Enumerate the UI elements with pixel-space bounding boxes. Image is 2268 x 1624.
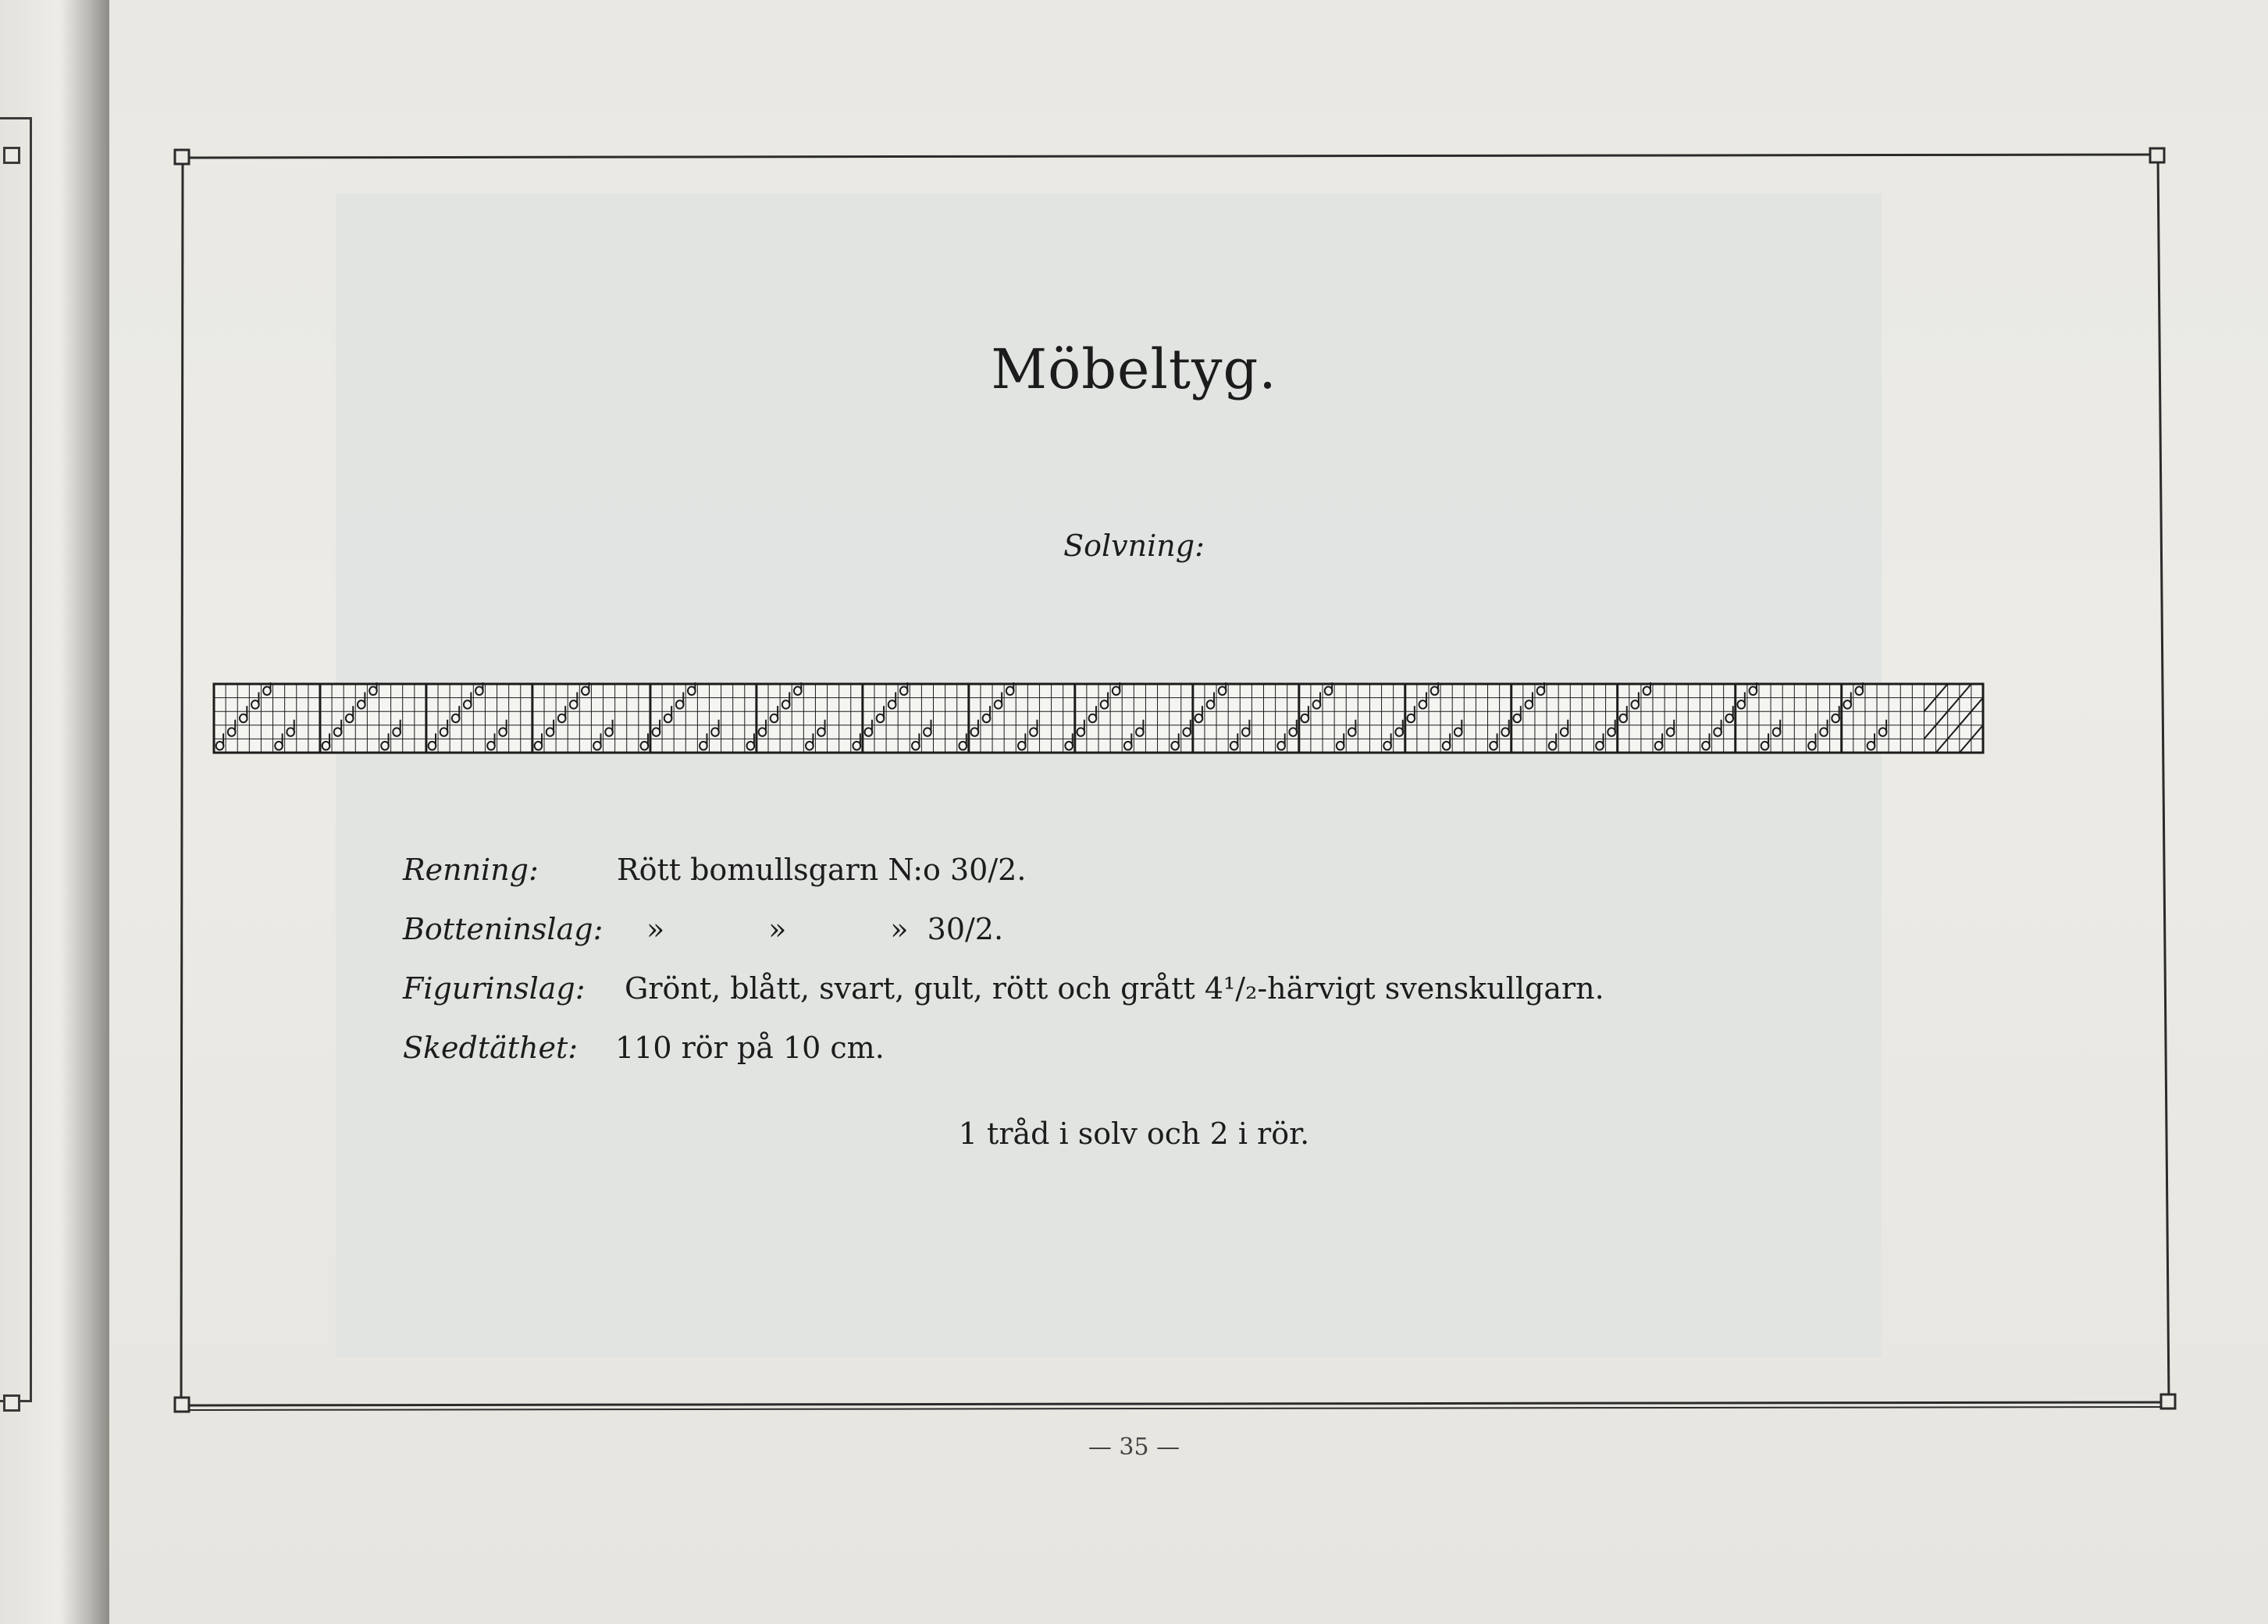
spec-label: Renning: xyxy=(403,853,539,887)
spec-value: 110 rör på 10 cm. xyxy=(615,1031,885,1065)
page-number: — 35 — xyxy=(1088,1433,1180,1461)
page-title: Möbeltyg. xyxy=(991,337,1277,401)
left-page-corner-bottom xyxy=(3,1394,20,1412)
frame-corner-br xyxy=(2161,1394,2175,1409)
spec-value: Rött bomullsgarn N:o 30/2. xyxy=(617,853,1027,887)
left-page-frame-edge xyxy=(0,117,32,1402)
spec-value: Grönt, blått, svart, gult, rött och grått 4¹/₂-härvigt svenskullgarn. xyxy=(625,971,1604,1006)
frame-corner-tl xyxy=(175,150,189,164)
threading-note: 1 tråd i solv och 2 i rör. xyxy=(958,1116,1310,1151)
frame-corner-tr xyxy=(2150,148,2164,162)
spec-label: Skedtäthet: xyxy=(403,1031,579,1065)
threading-draft-grid xyxy=(212,682,1985,754)
left-page-corner-top xyxy=(3,147,20,164)
spec-value: » » » 30/2. xyxy=(646,912,1004,946)
spec-label: Figurinslag: xyxy=(403,971,586,1006)
spec-label: Botteninslag: xyxy=(403,912,603,946)
book-page xyxy=(109,0,2268,1624)
frame-corner-bl xyxy=(175,1398,189,1412)
draft-caption: Solvning: xyxy=(1063,529,1205,563)
